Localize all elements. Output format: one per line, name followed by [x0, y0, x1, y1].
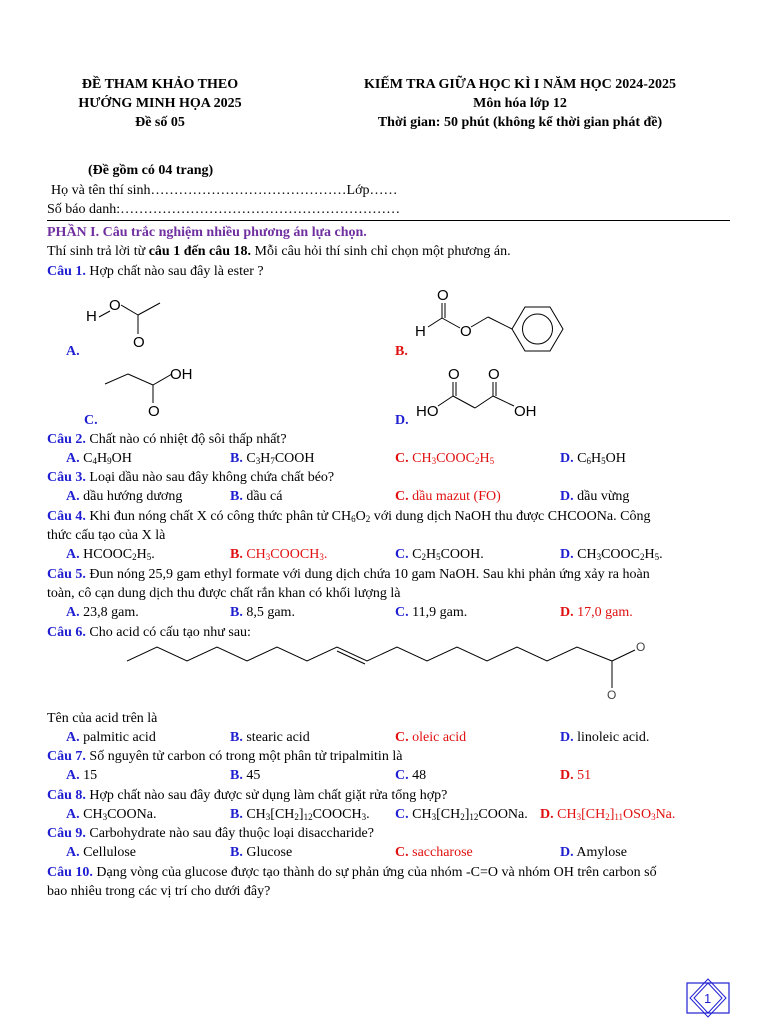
option-text: Glucose: [246, 845, 293, 860]
header-right: [320, 75, 720, 132]
option-text: 15: [83, 768, 98, 783]
question-text: Chất nào có nhiệt độ sôi thấp nhất?: [85, 432, 287, 447]
q5-option-d[interactable]: [560, 603, 633, 622]
option-label: D.: [540, 807, 554, 822]
atom-o: O: [636, 640, 646, 654]
option-label: C.: [395, 547, 409, 562]
option-label: D.: [560, 768, 574, 783]
option-text: 8,5 gam.: [246, 605, 295, 620]
atom-o: O: [148, 403, 160, 420]
option-label: B.: [230, 489, 243, 504]
option-label: D.: [560, 489, 574, 504]
option-text: dầu vừng: [577, 489, 630, 504]
atom-o: O: [448, 366, 460, 383]
atom-oh: OH: [170, 366, 193, 383]
atom-h: H: [415, 323, 426, 340]
q8-option-a[interactable]: A. $CH_3COONa$.: [66, 807, 157, 822]
oleic-acid-structure: [125, 636, 655, 702]
q9-option-a[interactable]: [66, 843, 136, 862]
q3-option-d[interactable]: [560, 487, 629, 506]
option-label: A.: [66, 845, 80, 860]
option-text: dầu mazut (FO): [412, 489, 501, 504]
option-text: Amylose: [576, 845, 627, 860]
question-number: Câu 10.: [47, 865, 93, 880]
q6-option-a[interactable]: [66, 728, 156, 747]
question-8: [47, 786, 730, 805]
header-right-line3: Thời gian: 50 phút (không kể thời gian phát đề): [377, 115, 663, 130]
atom-o: O: [437, 287, 449, 304]
option-text: 48: [412, 768, 427, 783]
option-label: B.: [230, 547, 243, 562]
q2-option-d[interactable]: D. $C_6H_5OH$: [560, 451, 626, 466]
question-text: Hợp chất nào sau đây được sử dụng làm chất giặt rửa tổng hợp?: [85, 788, 448, 803]
question-text: Carbohydrate nào sau đây thuộc loại disaccharide?: [85, 826, 374, 841]
instructions-b: câu 1 đến câu 18.: [148, 244, 252, 259]
instructions: [47, 242, 730, 261]
header-right-line2: Môn hóa lớp 12: [473, 96, 567, 111]
question-number: Câu 5.: [47, 567, 86, 582]
header-left: [40, 75, 280, 132]
q3-option-a[interactable]: [66, 487, 182, 506]
q9-option-b[interactable]: [230, 843, 292, 862]
q8-option-c[interactable]: C. $CH_3[CH_2]_{12}COONa$.: [395, 807, 528, 822]
q2-option-b[interactable]: B. $C_3H_7COOH$: [230, 451, 315, 466]
option-label: A.: [66, 547, 80, 562]
atom-ho: HO: [416, 403, 439, 420]
question-4-cont: thức cấu tạo của X là: [47, 528, 166, 543]
q7-option-a[interactable]: [66, 766, 97, 785]
question-number: Câu 4.: [47, 509, 86, 524]
option-label: C.: [395, 730, 409, 745]
q2-option-a[interactable]: A. $C_4H_9OH$: [66, 451, 132, 466]
option-label: C.: [395, 451, 409, 466]
candidate-number-line[interactable]: Số báo danh:……………………………………………………: [47, 202, 401, 217]
q9-option-c[interactable]: [395, 843, 473, 862]
q7-option-c[interactable]: [395, 766, 426, 785]
option-label: D.: [560, 547, 574, 562]
question-text: COONa. Công: [567, 509, 651, 524]
option-label: D.: [560, 451, 574, 466]
q1-option-b-label[interactable]: B.: [395, 344, 408, 359]
question-number: Câu 6.: [47, 625, 86, 640]
q6-option-c[interactable]: [395, 728, 466, 747]
q7-option-d[interactable]: [560, 766, 591, 785]
option-text: dầu hướng dương: [83, 489, 183, 504]
header-left-line3: Đề số 05: [135, 115, 185, 130]
atom-h: H: [86, 308, 97, 325]
option-label: B.: [230, 807, 243, 822]
option-label: B.: [230, 605, 243, 620]
option-text: 45: [246, 768, 261, 783]
option-label: C.: [395, 807, 409, 822]
question-1: [47, 262, 730, 281]
q7-option-b[interactable]: [230, 766, 260, 785]
q2-option-c[interactable]: C. $CH_3COOC_2H_5$: [395, 451, 495, 466]
q1-option-c-label[interactable]: C.: [84, 413, 98, 428]
atom-o: O: [488, 366, 500, 383]
instructions-c: Mỗi câu hỏi thí sinh chỉ chọn một phương án.: [251, 244, 511, 259]
option-text: saccharose: [412, 845, 473, 860]
page-number-badge: [685, 978, 731, 1018]
q3-option-b[interactable]: [230, 487, 283, 506]
q1-option-a-label[interactable]: A.: [66, 344, 80, 359]
q5-option-b[interactable]: [230, 603, 295, 622]
option-label: C.: [395, 768, 409, 783]
question-number: Câu 8.: [47, 788, 86, 803]
q5-option-a[interactable]: [66, 603, 139, 622]
q8-option-d[interactable]: D. $CH_3[CH_2]_{11}OSO_3Na$.: [540, 807, 676, 822]
question-4: Câu 4. Khi đun nóng chất X có công thức phân tử $CH_6O_2$ với dung dịch NaOH thu được CHCOONa. Công: [47, 509, 651, 524]
question-text: với dung dịch NaOH thu được CH: [370, 509, 568, 524]
question-text: Đun nóng 25,9 gam ethyl formate với dung dịch chứa 10 gam NaOH. Sau khi phản ứng xảy ra hoàn: [85, 567, 650, 582]
atom-o: O: [607, 688, 617, 702]
option-text: linoleic acid.: [577, 730, 650, 745]
atom-o: O: [460, 323, 472, 340]
option-text: 23,8 gam.: [83, 605, 139, 620]
question-number: Câu 1.: [47, 264, 86, 279]
header-left-line1: ĐỀ THAM KHẢO THEO: [81, 77, 239, 92]
header-right-line1: KIẾM TRA GIỮA HỌC KÌ I NĂM HỌC 2024-2025: [364, 77, 676, 92]
q6-option-b[interactable]: [230, 728, 310, 747]
question-5-cont: toàn, cô cạn dung dịch thu được chất rắn khan có khối lượng là: [47, 586, 401, 601]
question-10: [47, 863, 730, 882]
option-text: oleic acid: [412, 730, 467, 745]
question-5: [47, 565, 730, 584]
question-text: Hợp chất nào sau đây là ester ?: [85, 264, 264, 279]
part1-title: PHẦN I. Câu trắc nghiệm nhiều phương án lựa chọn.: [47, 225, 367, 240]
q4-option-d[interactable]: D. $CH_3COOC_2H_5$.: [560, 547, 663, 562]
option-label: B.: [230, 768, 243, 783]
candidate-name-line[interactable]: Họ và tên thí sinh……………………………………Lớp……: [51, 183, 398, 198]
option-label: D.: [560, 730, 574, 745]
question-number: Câu 9.: [47, 826, 86, 841]
page-number: 1: [704, 991, 712, 1006]
q9-option-d[interactable]: [560, 843, 627, 862]
question-text: Khi đun nóng chất X có công thức phân tử C: [85, 509, 341, 524]
option-text: stearic acid: [246, 730, 310, 745]
structure-b: [410, 285, 570, 355]
question-number: Câu 7.: [47, 749, 86, 764]
q8-option-b[interactable]: B. $CH_3[CH_2]_{12}COOCH_3$.: [230, 807, 370, 822]
option-label: C.: [395, 489, 409, 504]
instructions-a: Thí sinh trả lời từ: [47, 244, 149, 259]
option-text: Cellulose: [83, 845, 137, 860]
option-label: D.: [560, 605, 574, 620]
option-label: C.: [395, 605, 409, 620]
structure-d: [410, 364, 550, 422]
option-text: 11,9 gam.: [412, 605, 468, 620]
option-label: D.: [560, 845, 574, 860]
question-9: [47, 824, 730, 843]
option-label: B.: [230, 845, 243, 860]
q3-option-c[interactable]: [395, 487, 501, 506]
option-label: A.: [66, 451, 80, 466]
question-number: Câu 3.: [47, 470, 86, 485]
structure-c: [100, 362, 200, 420]
question-text: Loại dầu nào sau đây không chứa chất béo?: [85, 470, 335, 485]
option-text: 51: [577, 768, 592, 783]
option-label: A.: [66, 768, 80, 783]
atom-o: O: [109, 297, 121, 314]
option-text: 17,0 gam.: [577, 605, 633, 620]
q1-option-d-label[interactable]: D.: [395, 413, 409, 428]
q4-option-a[interactable]: A. $HCOOC_2H_5$.: [66, 547, 155, 562]
question-6-name-line: Tên của acid trên là: [47, 711, 158, 726]
option-label: A.: [66, 807, 80, 822]
option-label: A.: [66, 489, 80, 504]
q5-option-c[interactable]: [395, 603, 467, 622]
question-text: Cho acid có cấu tạo như sau:: [85, 625, 251, 640]
question-10-cont: bao nhiêu trong các vị trí cho dưới đây?: [47, 884, 271, 899]
option-label: B.: [230, 451, 243, 466]
header-left-line2: HƯỚNG MINH HỌA 2025: [78, 96, 242, 111]
q4-option-b[interactable]: B. $CH_3COOCH_3$.: [230, 547, 328, 562]
option-text: palmitic acid: [83, 730, 156, 745]
option-label: A.: [66, 730, 80, 745]
pages-note: (Đề gồm có 04 trang): [88, 163, 214, 178]
question-number: Câu 2.: [47, 432, 86, 447]
question-3: [47, 468, 730, 487]
q6-option-d[interactable]: [560, 728, 649, 747]
structure-a: [80, 292, 170, 352]
option-label: A.: [66, 605, 80, 620]
option-label: B.: [230, 730, 243, 745]
option-label: C.: [395, 845, 409, 860]
question-text: Số nguyên tử carbon có trong một phân tử tripalmitin là: [85, 749, 403, 764]
atom-o: O: [133, 334, 145, 351]
divider: [47, 220, 730, 221]
question-2: [47, 430, 730, 449]
option-text: dầu cá: [246, 489, 283, 504]
atom-oh: OH: [514, 403, 537, 420]
question-7: [47, 747, 730, 766]
question-text: Dạng vòng của glucose được tạo thành do sự phản ứng của nhóm -C=O và nhóm OH trên carbon số: [92, 865, 657, 880]
q4-option-c[interactable]: C. $C_2H_5COOH$.: [395, 547, 484, 562]
